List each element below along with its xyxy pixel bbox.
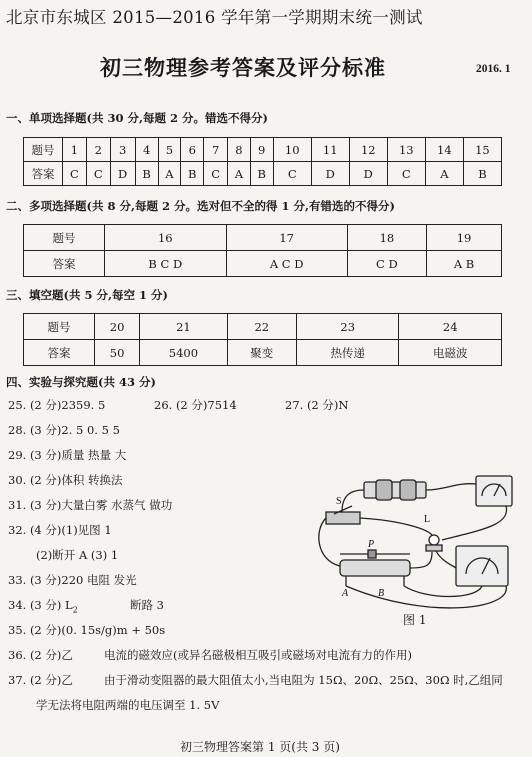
answer-row [24,251,502,277]
answer-cell: B [181,162,204,186]
answer-line-35: 35. (2 分)(0. 15s/g)m + 50s [8,623,166,637]
question-number-row [24,314,502,340]
lamp-icon [429,535,439,545]
answer-line-34-prefix: 34. (3 分) L [8,598,73,612]
exam-header: 北京市东城区 2015—2016 学年第一学期期末统一测试 [6,8,423,27]
answer-cell: B [135,162,158,186]
answer-line-36: 36. (2 分)乙 [8,648,73,662]
question-number: 21 [140,314,227,340]
label-terminal-b: B [378,588,385,599]
label-lamp: L [424,514,431,525]
question-number: 8 [228,138,251,162]
section2-heading: 二、多项选择题(共 8 分,每题 2 分。选对但不全的得 1 分,有错选的不得分) [6,199,395,213]
question-number: 11 [311,138,349,162]
question-number: 9 [250,138,273,162]
answer-line-27: 27. (2 分)N [285,398,349,412]
fill-in-answer-table [23,313,502,366]
answer-line-36-text: 电流的磁效应(或异名磁极相互吸引或磁场对电流有力的作用) [104,648,412,662]
answer-cell: C D [347,251,426,277]
ammeter-icon [476,476,512,506]
answer-cell: B [463,162,501,186]
answer-line-32: 32. (4 分)(1)见图 1 [8,523,112,537]
row-label-question: 题号 [24,314,95,340]
answer-cell: C [86,162,110,186]
answer-line-34 [8,597,78,614]
answer-cell: C [273,162,311,186]
page-title: 初三物理参考答案及评分标准 [100,55,386,80]
row-label-answer: 答案 [24,162,63,186]
question-number: 2 [86,138,110,162]
question-number: 23 [296,314,399,340]
question-number: 15 [463,138,501,162]
section3-heading: 三、填空题(共 5 分,每空 1 分) [6,288,168,302]
answer-cell: 电磁波 [399,340,502,366]
answer-cell: D [110,162,135,186]
answer-line-34-subscript: 2 [72,605,78,615]
question-number: 10 [273,138,311,162]
question-number: 20 [95,314,140,340]
answer-line-25: 25. (2 分)2359. 5 [8,398,106,412]
question-number: 14 [425,138,463,162]
switch-icon [326,512,360,524]
answer-cell: A B [427,251,502,277]
question-number: 3 [110,138,135,162]
answer-cell: 5400 [140,340,227,366]
question-number: 6 [181,138,204,162]
section4-heading: 四、实验与探究题(共 43 分) [6,375,156,389]
question-number: 16 [105,225,227,251]
answer-cell: C [387,162,425,186]
question-number-row [24,225,502,251]
answer-cell: A C D [226,251,347,277]
row-label-question: 题号 [24,225,105,251]
question-number: 12 [349,138,387,162]
question-number: 1 [63,138,87,162]
label-switch: S [336,496,342,507]
answer-line-30: 30. (2 分)体积 转换法 [8,473,123,487]
label-slider: P [368,539,375,550]
answer-line-28: 28. (3 分)2. 5 0. 5 5 [8,423,120,437]
rheostat-icon [340,560,410,576]
answer-cell: D [311,162,349,186]
row-label-question: 题号 [24,138,63,162]
question-number: 18 [347,225,426,251]
answer-cell: A [425,162,463,186]
question-number: 19 [427,225,502,251]
answer-cell: 聚变 [227,340,296,366]
answer-line-33: 33. (3 分)220 电阻 发光 [8,573,137,587]
circuit-diagram [306,470,520,630]
question-number-row [24,138,502,162]
answer-line-34-rest: 断路 3 [130,598,164,612]
answer-line-32-continued: (2)断开 A (3) 1 [36,548,119,562]
voltmeter-icon [456,546,508,586]
row-label-answer: 答案 [24,340,95,366]
multiple-choice-answer-table [23,224,502,277]
answer-cell: 50 [95,340,140,366]
answer-line-37-text: 由于滑动变阻器的最大阻值太小,当电阻为 15Ω、20Ω、25Ω、30Ω 时,乙组同 [104,673,503,687]
question-number: 5 [158,138,181,162]
answer-row [24,340,502,366]
question-number: 17 [226,225,347,251]
question-number: 7 [204,138,228,162]
answer-line-31: 31. (3 分)大量白雾 水蒸气 做功 [8,498,173,512]
question-number: 13 [387,138,425,162]
page-footer: 初三物理答案第 1 页(共 3 页) [180,740,340,754]
single-choice-answer-table [23,137,502,186]
figure-caption: 图 1 [403,613,427,627]
answer-cell: A [228,162,251,186]
answer-cell: C [63,162,87,186]
answer-cell: 热传递 [296,340,399,366]
label-terminal-a: A [342,588,349,599]
battery-icon [364,482,426,498]
answer-row [24,162,502,186]
question-number: 24 [399,314,502,340]
answer-line-29: 29. (3 分)质量 热量 大 [8,448,127,462]
answer-cell: A [158,162,181,186]
row-label-answer: 答案 [24,251,105,277]
question-number: 4 [135,138,158,162]
answer-line-37: 37. (2 分)乙 [8,673,73,687]
answer-cell: B [250,162,273,186]
answer-cell: C [204,162,228,186]
answer-cell: D [349,162,387,186]
exam-date: 2016. 1 [476,63,511,75]
question-number: 22 [227,314,296,340]
answer-line-37-continued: 学无法将电阻两端的电压调至 1. 5V [36,698,220,712]
answer-cell: B C D [105,251,227,277]
section1-heading: 一、单项选择题(共 30 分,每题 2 分。错选不得分) [6,111,268,125]
answer-line-26: 26. (2 分)7514 [154,398,237,412]
